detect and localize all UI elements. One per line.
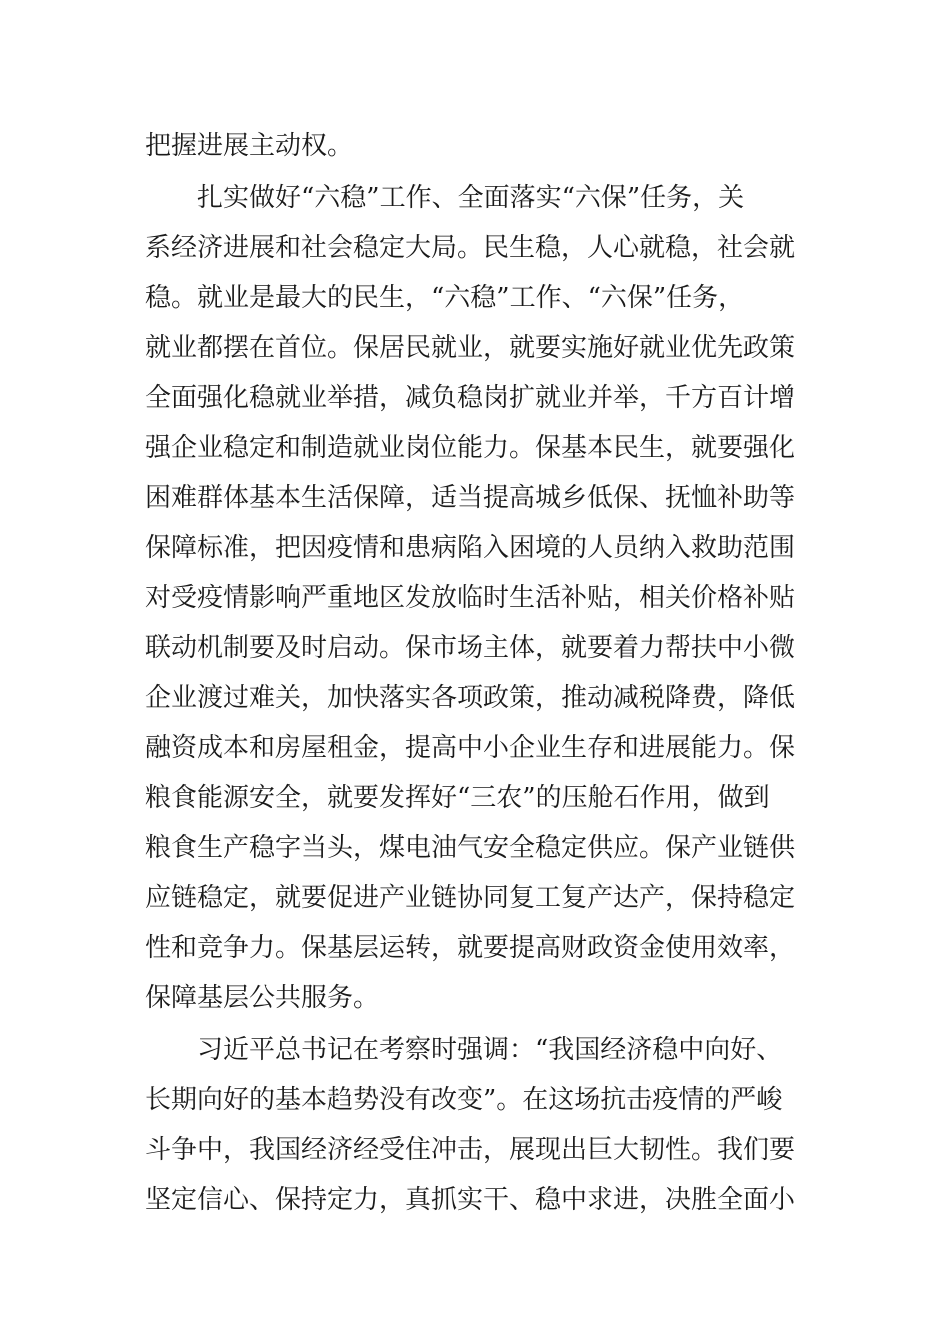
text-line: 应链稳定，就要促进产业链协同复工复产达产，保持稳定 <box>145 883 796 913</box>
text-line: 联动机制要及时启动。保市场主体，就要着力帮扶中小微 <box>145 633 796 663</box>
text-line: 就业都摆在首位。保居民就业，就要实施好就业优先政策 <box>145 333 796 363</box>
text-line: 保障标准，把因疫情和患病陷入困境的人员纳入救助范围 <box>145 533 796 563</box>
text-line: 强企业稳定和制造就业岗位能力。保基本民生，就要强化 <box>145 433 796 463</box>
text-line: 稳。就业是最大的民生，“六稳”工作、“六保”任务， <box>145 283 745 313</box>
text-line: 粮食生产稳字当头，煤电油气安全稳定供应。保产业链供 <box>145 833 796 863</box>
text-line: 保障基层公共服务。 <box>145 983 380 1013</box>
paragraph-first-line: 习近平总书记在考察时强调：“我国经济稳中向好、 <box>197 1035 783 1065</box>
text-line: 长期向好的基本趋势没有改变”。在这场抗击疫情的严峻 <box>145 1085 783 1115</box>
text-line: 困难群体基本生活保障，适当提高城乡低保、抚恤补助等 <box>145 483 796 513</box>
text-line: 对受疫情影响严重地区发放临时生活补贴，相关价格补贴 <box>145 583 796 613</box>
text-line: 斗争中，我国经济经受住冲击，展现出巨大韧性。我们要 <box>145 1135 796 1165</box>
paragraph-first-line: 扎实做好“六稳”工作、全面落实“六保”任务，关 <box>197 183 745 213</box>
text-line: 性和竞争力。保基层运转，就要提高财政资金使用效率， <box>145 933 796 963</box>
text-line: 系经济进展和社会稳定大局。民生稳，人心就稳，社会就 <box>145 233 796 263</box>
text-line: 融资成本和房屋租金，提高中小企业生存和进展能力。保 <box>145 733 796 763</box>
text-line: 坚定信心、保持定力，真抓实干、稳中求进，决胜全面小 <box>145 1185 796 1215</box>
text-line: 企业渡过难关，加快落实各项政策，推动减税降费，降低 <box>145 683 796 713</box>
text-line: 粮食能源安全，就要发挥好“三农”的压舱石作用，做到 <box>145 783 770 813</box>
text-line: 把握进展主动权。 <box>145 131 354 161</box>
text-line: 全面强化稳就业举措，减负稳岗扩就业并举，千方百计增 <box>145 383 796 413</box>
